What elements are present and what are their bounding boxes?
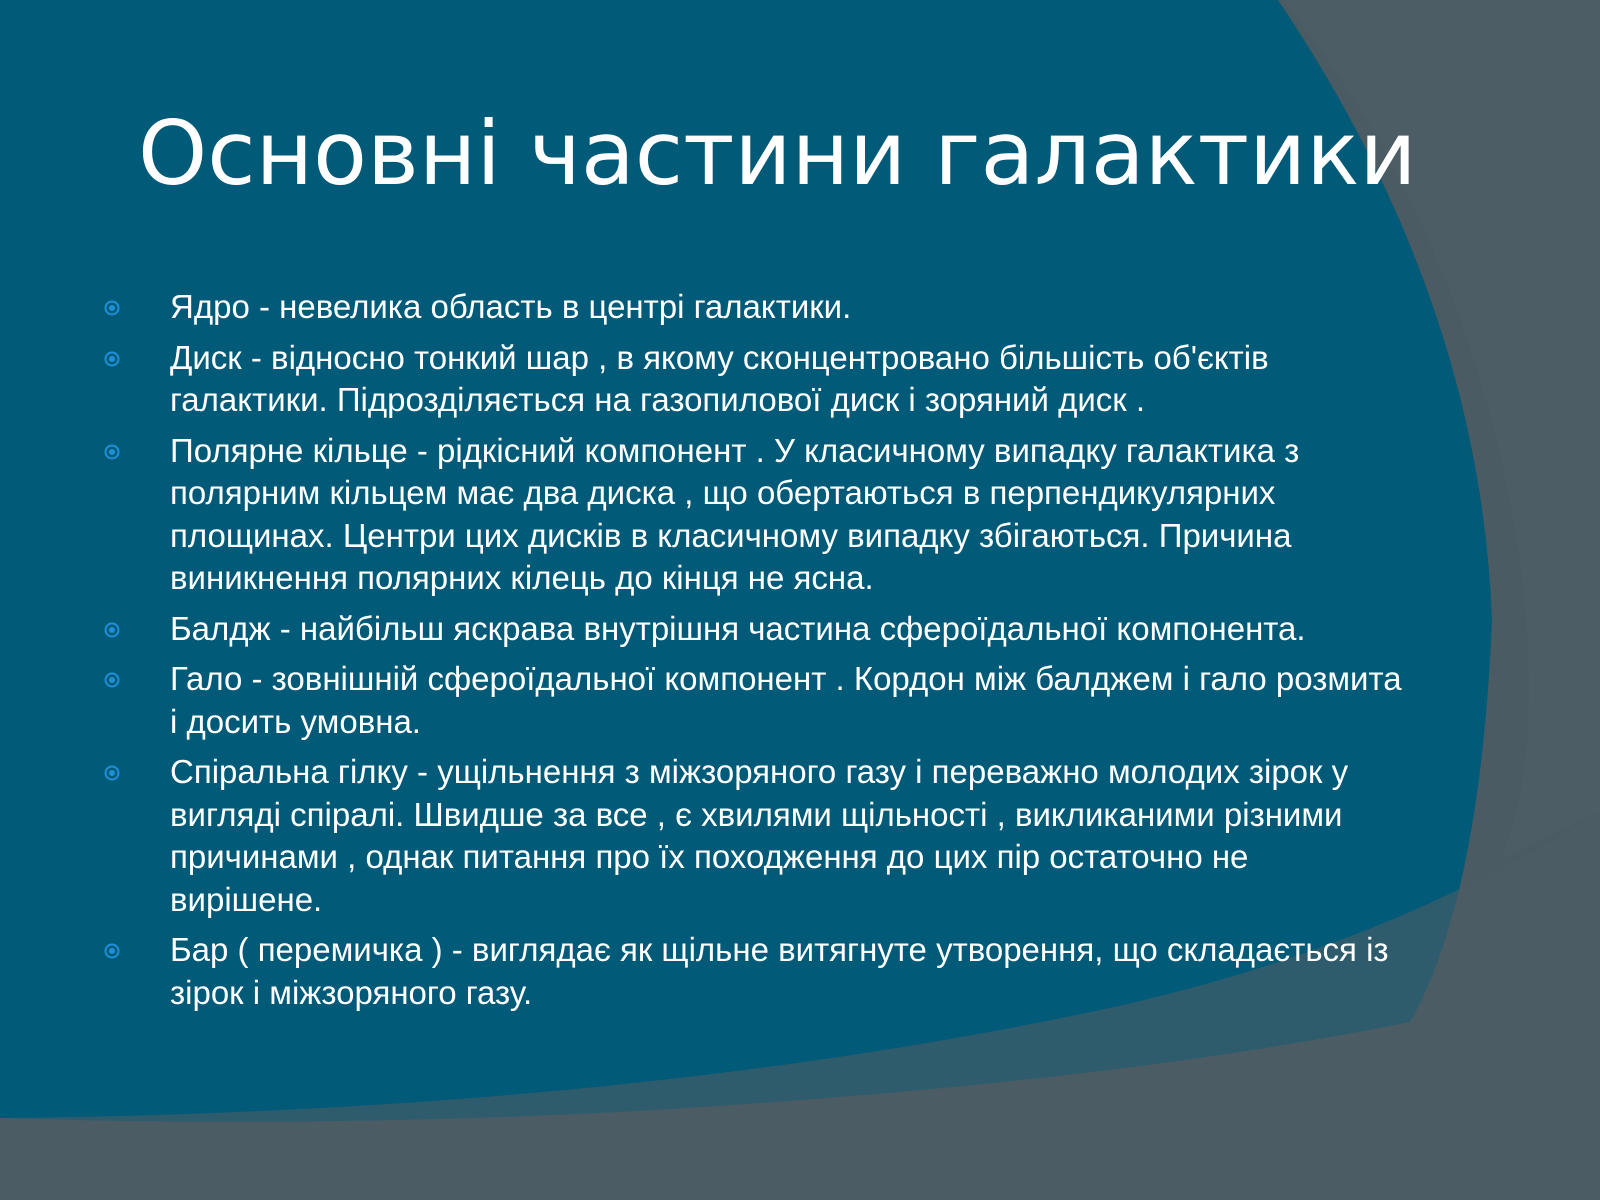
bullet-item-disk bbox=[102, 337, 1402, 422]
bullet-list bbox=[102, 286, 1402, 1022]
bullet-text: Диск - відносно тонкий шар , в якому сконцентровано більшість об'єктів галактики. Підрозділяється на газопилової диск і зоряний диск . bbox=[170, 338, 1269, 418]
bullet-item-core bbox=[102, 286, 1402, 329]
circle-bullet-icon bbox=[104, 672, 120, 688]
circle-bullet-icon bbox=[104, 300, 120, 316]
bullet-text: Полярне кільце - рідкісний компонент . У класичному випадку галактика з полярним кільцем має два диска , що обертаються в перпендикулярних площинах. Центри цих дисків в класичному випадку збігаються. Причина виникнення полярних кілець до кінця не ясна. bbox=[170, 431, 1300, 596]
bullet-item-spiral-arm bbox=[102, 751, 1402, 921]
circle-bullet-icon bbox=[104, 444, 120, 460]
bullet-text: Ядро - невелика область в центрі галактики. bbox=[170, 288, 852, 325]
circle-bullet-icon bbox=[104, 622, 120, 638]
circle-bullet-icon bbox=[104, 943, 120, 959]
bullet-text: Балдж - найбільш яскрава внутрішня частина сфероїдальної компонента. bbox=[170, 609, 1306, 647]
slide-title: Основні частини галактики bbox=[138, 102, 1417, 205]
bullet-text: Спіральна гілку - ущільнення з міжзоряного газу і переважно молодих зірок у вигляді спіралі. Швидше за все , є хвилями щільності , викликаними різними причинами , однак питання про їх походження до цих пір остаточно не вирішене. bbox=[170, 753, 1349, 918]
bullet-item-polar-ring bbox=[102, 430, 1402, 600]
circle-bullet-icon bbox=[104, 765, 120, 781]
circle-bullet-icon bbox=[104, 351, 120, 367]
bullet-text: Бар ( перемичка ) - виглядає як щільне витягнуте утворення, що складається із зірок і міжзоряного газу. bbox=[170, 931, 1389, 1011]
bullet-text: Гало - зовнішній сфероїдальної компонент . Кордон між балджем і гало розмита і досить умовна. bbox=[170, 660, 1402, 740]
bullet-item-bar bbox=[102, 929, 1402, 1014]
bullet-item-bulge bbox=[102, 608, 1402, 651]
bullet-item-halo bbox=[102, 658, 1402, 743]
